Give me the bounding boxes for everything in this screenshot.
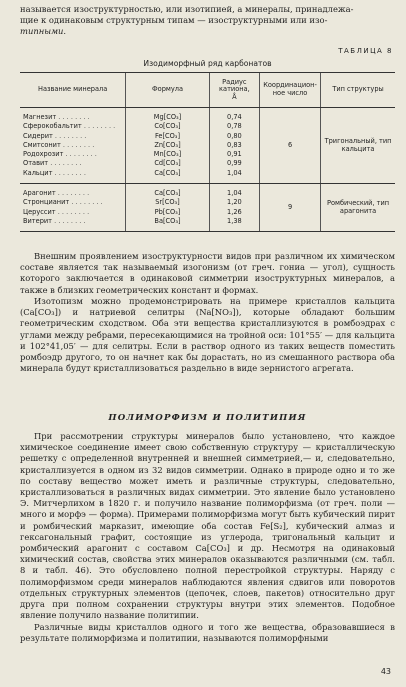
intro-line: типными.	[20, 26, 67, 37]
cation-radius: 1,04	[227, 189, 242, 198]
mineral-formula: Ca[CO₃]	[154, 189, 181, 198]
cation-radius: 0,91	[227, 150, 242, 159]
radii-cell	[209, 108, 259, 184]
structure-type-line: Ромбический, тип	[326, 199, 390, 208]
cation-radius: 0,83	[227, 140, 242, 149]
cation-radius: 0,74	[227, 113, 242, 121]
paragraph-isogonism: Внешним проявлением изоструктурности видов при различном их химическом составе является так называемый изогонизм (от греч. гониа — угол), сущность которого заключается в одинаковой симметрии изоструктурных минералов, а также в близких геометрических констант и формах.	[20, 251, 395, 295]
table-row-group-calcite	[20, 108, 395, 184]
table-title: Изодиморфный ряд карбонатов	[143, 59, 272, 68]
structure-type	[321, 108, 395, 184]
mineral-formula: Co[CO₃]	[154, 122, 181, 131]
cation-radius: 1,26	[227, 207, 242, 216]
mineral-name: Церуссит . . .	[23, 208, 122, 217]
cation-radius: 1,20	[227, 198, 242, 207]
structure-type-line: Тригональный, тип	[324, 136, 392, 145]
intro-line: щие к одинаковым структурным типам — изоструктурными или изо-	[20, 15, 328, 26]
paragraph-isotopism: Изотопизм можно продемонстрировать на примере кристаллов кальцита (Ca[CO₃]) и натриевой селитры (Na[NO₃]), которые обладают большим геометрическим сходством. Оба эти вещества кристаллизуются в ромбоэдрах с углами между ребрами, пересекающимися на тройной оси: 101°55′ — для кальцита и 102°41,05′ — для селитры. Если в раствор одного из таких веществ поместить ромбоэдр другого, то он начнет как бы дорастать, но из смешанного раствора оба минерала будут кристаллизоваться раздельно в виде зернистого агрегата.	[20, 296, 395, 374]
table-header-row	[20, 73, 395, 108]
mineral-name: Арагонит . . .	[23, 189, 122, 198]
coordination-number: 6	[260, 108, 321, 184]
names-cell	[20, 108, 126, 184]
mineral-name: Кальцит . . .	[23, 169, 122, 178]
paragraph-polymorph-definition: Различные виды кристаллов одного и того же вещества, образовавшиеся в результате полиморфизма и политипии, называются полиморфными	[20, 622, 395, 644]
carbonates-table	[20, 72, 395, 232]
formulas-cell	[126, 184, 209, 232]
section-heading: ПОЛИМОРФИЗМ И ПОЛИТИПИЯ	[108, 413, 307, 423]
mineral-name: Стронцианит . . .	[23, 198, 122, 207]
names-cell	[20, 184, 126, 232]
mineral-formula: Ba[CO₃]	[154, 216, 181, 225]
header-radius-line: Радиус	[222, 77, 247, 86]
cation-radius: 0,78	[227, 122, 242, 131]
mineral-name: Родохрозит . . .	[23, 150, 122, 159]
mineral-name: Сферокобальтит . . .	[23, 122, 122, 131]
mineral-name: Витерит . . .	[23, 217, 122, 226]
mineral-formula: Mg[CO₃]	[153, 113, 182, 121]
structure-type	[321, 184, 395, 232]
formulas-cell	[126, 108, 209, 184]
structure-type-line: кальцита	[341, 144, 375, 153]
mineral-name: Магнезит . . .	[23, 113, 122, 122]
header-coord-line: ное число	[272, 89, 308, 97]
cation-radius: 1,04	[227, 168, 242, 177]
header-formula: Формула	[126, 73, 209, 108]
header-radius	[209, 73, 259, 108]
table-label: ТАБЛИЦА 8	[338, 47, 393, 55]
table-row-group-aragonite	[20, 184, 395, 232]
mineral-formula: Ca[CO₃]	[154, 168, 181, 177]
mineral-name: Отавит . . .	[23, 159, 122, 168]
cation-radius: 1,38	[227, 216, 242, 225]
cation-radius: 0,99	[227, 159, 242, 168]
page-number: 43	[380, 667, 391, 676]
mineral-formula: Fe[CO₃]	[154, 131, 181, 140]
intro-paragraph	[20, 4, 395, 38]
intro-line: называется изоструктурностью, или изотипией, а минералы, принадлежа-	[20, 4, 354, 14]
header-coordination	[260, 73, 321, 108]
mineral-formula: Mn[CO₃]	[153, 150, 182, 159]
header-radius-line: катиона,	[219, 85, 250, 94]
header-structure-type: Тип структуры	[321, 73, 395, 108]
header-name: Название минерала	[20, 73, 126, 108]
coordination-number: 9	[260, 184, 321, 232]
mineral-name: Сидерит . . .	[23, 132, 122, 141]
mineral-formula: Pb[CO₃]	[154, 207, 181, 216]
header-coord-line: Координацион-	[263, 81, 317, 90]
mineral-formula: Cd[CO₃]	[154, 159, 181, 168]
mineral-formula: Zn[CO₃]	[154, 140, 181, 149]
mineral-name: Смитсонит . . .	[23, 141, 122, 150]
paragraph-polymorphism: При рассмотрении структуры минералов было установлено, что каждое химическое соединение имеет свою собственную структуру — кристаллическую решетку с определенной внутренней и внешней симметрией,— и, следовательно, кристаллизуется в одном из 32 видов симметрии. Однако в природе одно и то же по составу вещество может иметь и различные структуры, следовательно, кристаллизоваться в различных видах симметрии. Это явление было установлено Э. Митчерлихом в 1820 г. и получило название полиморфизма (от греч. поли — много и морфэ — форма). Примерами полиморфизма могут быть кубический пирит и ромбический марказит, имеющие оба состав Fe[S₂], кубический алмаз и гексагональный графит, состоящие из углерода, тригональный кальцит и ромбический арагонит с составом Ca[CO₃] и др. Несмотря на одинаковый химический состав, свойства этих минералов оказываются различными (см. табл. 8 и табл. 46). Это обусловлено полной перестройкой структуры. Наряду с полиморфизмом среди минералов наблюдаются явления сдвигов или поворотов отдельных структурных элементов (цепочек, слоев, пакетов) относительно друг друга при полном сохранении структуры внутри этих элементов. Подобное явление получило название политипии.	[20, 431, 395, 621]
radii-cell	[209, 184, 259, 232]
structure-type-line: арагонита	[339, 206, 377, 215]
header-radius-line: Å	[232, 92, 237, 101]
mineral-formula: Sr[CO₃]	[155, 198, 180, 207]
cation-radius: 0,80	[227, 131, 242, 140]
